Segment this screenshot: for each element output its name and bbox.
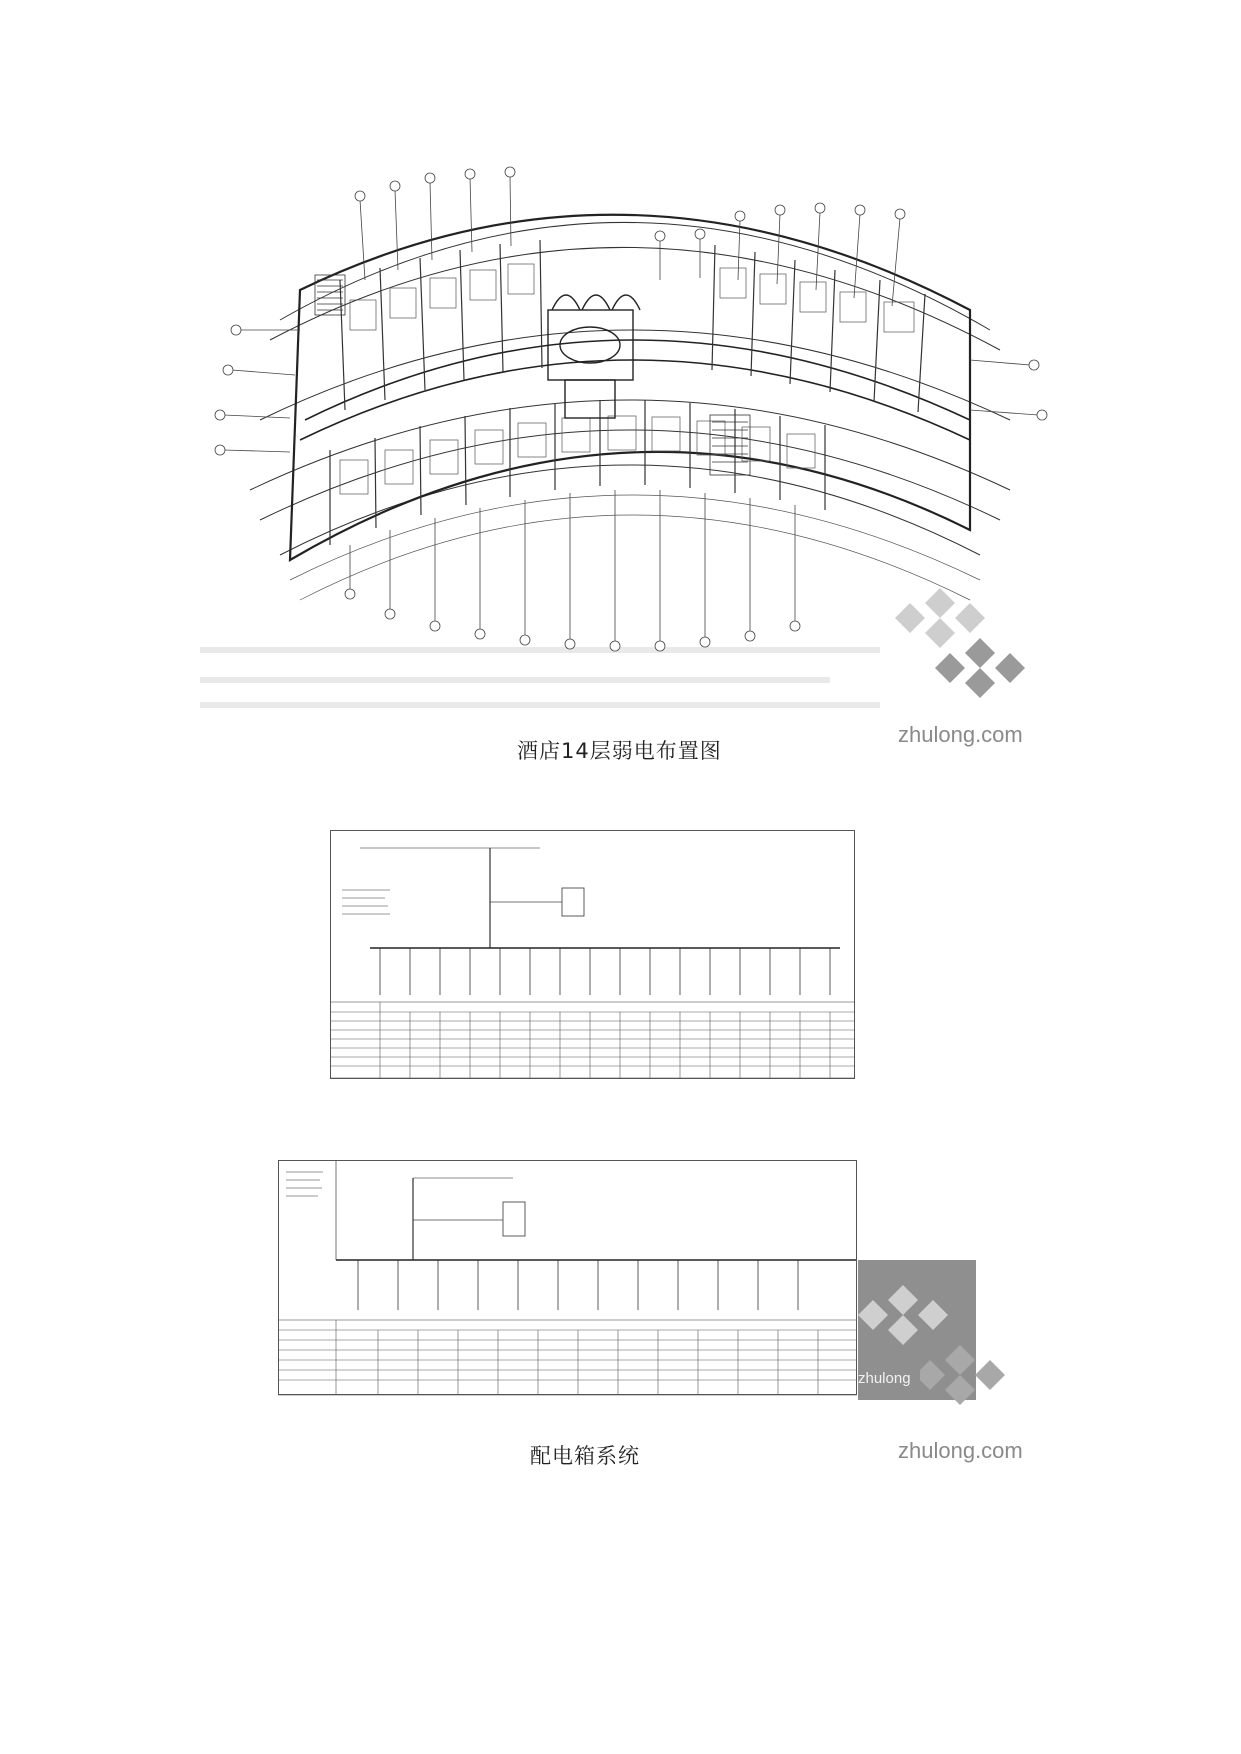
figure-1-caption: 酒店14层弱电布置图: [517, 739, 722, 763]
watermark-brand-short: zhulong: [858, 1370, 911, 1387]
watermark-brand-2: zhulong.com: [898, 1438, 1023, 1463]
zhulong-logo-2: [920, 1340, 1020, 1440]
zhulong-logo-1: [880, 578, 1030, 708]
figure-2-caption: 配电箱系统: [530, 1444, 640, 1468]
distribution-diagram-top: [330, 830, 855, 1080]
watermark-brand-1: zhulong.com: [898, 722, 1023, 747]
distribution-diagram-bottom: [278, 1160, 858, 1410]
